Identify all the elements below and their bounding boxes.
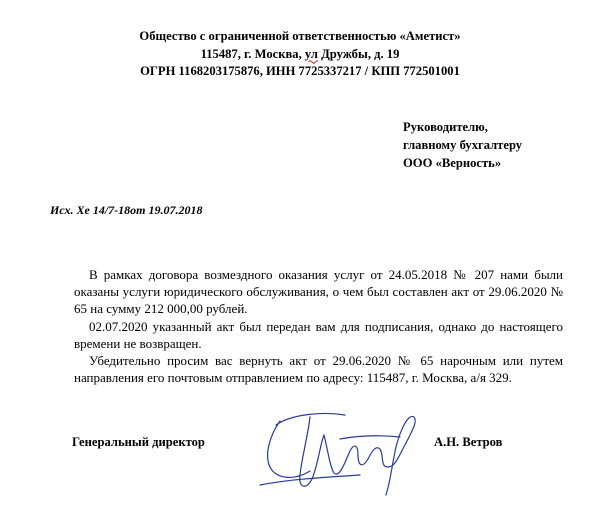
address-prefix: 115487, г. Москва,: [200, 46, 305, 61]
body-paragraph-3: Убедительно просим вас вернуть акт от 29.06.2020 № 65 нарочным или путем направления его почтовым отправлением по адресу: 115487, г. Москва, а/я 329.: [74, 353, 563, 386]
signatory-name: А.Н. Ветров: [434, 435, 503, 449]
address-rest: Дружбы, д. 19: [317, 46, 400, 61]
letterhead: [0, 28, 600, 81]
address-street-abbr: ул: [304, 46, 318, 61]
signatory-title: Генеральный директор: [72, 435, 205, 449]
org-registration: ОГРН 1168203175876, ИНН 7725337217 / КПП 772501001: [140, 64, 460, 78]
recipient-block: [403, 118, 522, 172]
body-paragraph-1: В рамках договора возмездного оказания услуг от 24.05.2018 № 207 нами были оказаны услуги юридического обслуживания, о чем был составлен акт от 29.06.2020 № 65 на сумму 212 000,00 рублей.: [74, 267, 563, 317]
body-paragraph-2: 02.07.2020 указанный акт был передан вам для подписания, однако до настоящего времени не возвращен.: [74, 318, 563, 351]
recipient-line-1: Руководителю,: [403, 120, 488, 134]
handwritten-signature: [250, 395, 430, 505]
recipient-line-3: ООО «Верность»: [403, 156, 502, 170]
org-address: [0, 46, 600, 64]
recipient-line-2: главному бухгалтеру: [403, 138, 523, 152]
org-name: Общество с ограниченной ответственностью «Аметист»: [139, 29, 461, 43]
outgoing-reference: Исх. Хе 14/7-18от 19.07.2018: [50, 203, 203, 217]
letter-body: [74, 266, 563, 386]
